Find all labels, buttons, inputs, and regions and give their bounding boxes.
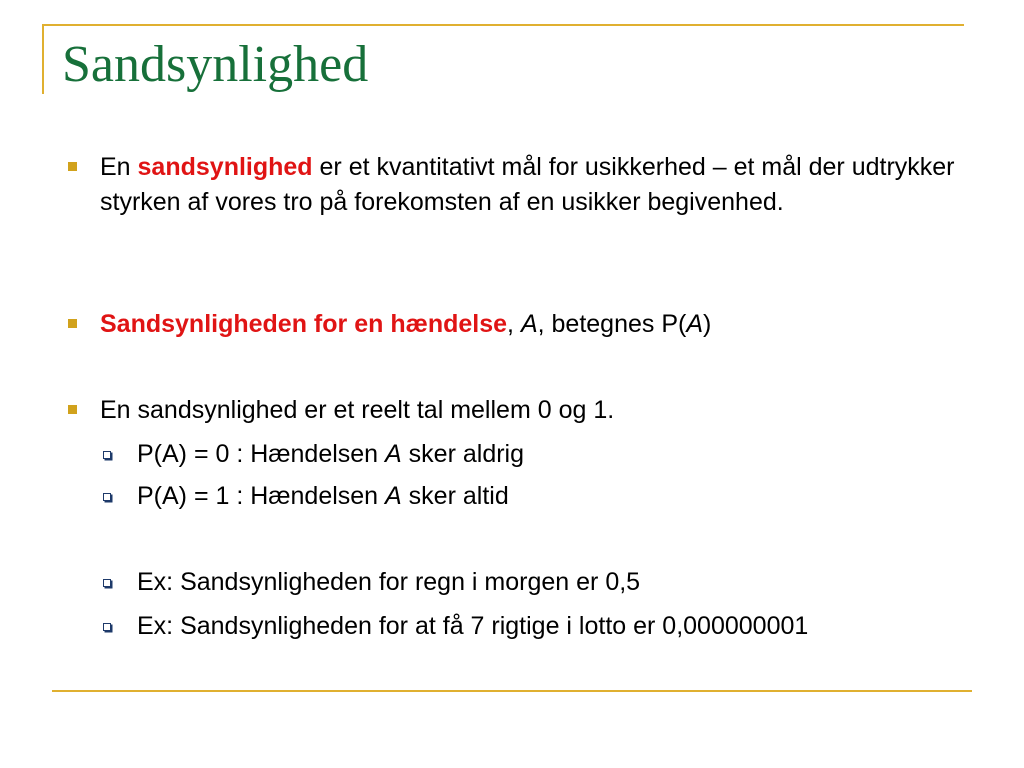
bullet-notation <box>100 307 960 342</box>
subbullet-never <box>137 437 977 472</box>
subbullet-example-lotto-text: Ex: Sandsynligheden for at få 7 rigtige i lotto er 0,000000001 <box>137 612 809 640</box>
bullet-range-text: En sandsynlighed er et reelt tal mellem 0 og 1. <box>100 396 615 424</box>
frame-bottom-line <box>52 690 972 692</box>
bullet-definition <box>100 150 960 220</box>
bullet-notation-close: ) <box>703 310 712 338</box>
bullet-notation-var2: A <box>686 310 704 338</box>
bullet-range <box>100 393 960 428</box>
bullet-definition-prefix: En <box>100 153 138 181</box>
bullet-notation-var: A <box>520 310 538 338</box>
hollow-square-bullet-icon <box>103 623 111 631</box>
hollow-square-bullet-icon <box>103 451 111 459</box>
bullet-definition-highlight: sandsynlighed <box>137 153 313 181</box>
subbullet-always-prefix: P(A) = 1 : Hændelsen <box>137 482 386 510</box>
hollow-square-bullet-icon <box>103 493 111 501</box>
square-bullet-icon <box>68 319 77 328</box>
subbullet-always-var: A <box>385 482 402 510</box>
bullet-notation-sep: , <box>507 310 521 338</box>
subbullet-example-rain <box>137 565 977 600</box>
subbullet-always-suffix: sker altid <box>401 482 509 510</box>
square-bullet-icon <box>68 405 77 414</box>
subbullet-never-prefix: P(A) = 0 : Hændelsen <box>137 440 386 468</box>
subbullet-example-rain-text: Ex: Sandsynligheden for regn i morgen er 0,5 <box>137 568 641 596</box>
subbullet-always <box>137 479 977 514</box>
slide-title: Sandsynlighed <box>62 36 369 93</box>
square-bullet-icon <box>68 162 77 171</box>
subbullet-never-suffix: sker aldrig <box>401 440 524 468</box>
bullet-notation-highlight: Sandsynligheden for en hændelse <box>100 310 508 338</box>
bullet-definition-rest: er et kvantitativt mål for usikkerhed – et mål der udtrykker styrken af vores tro på forekomsten af en usikker begivenhed. <box>100 153 955 216</box>
subbullet-example-lotto <box>137 609 977 644</box>
bullet-notation-mid: , betegnes P( <box>537 310 687 338</box>
hollow-square-bullet-icon <box>103 579 111 587</box>
subbullet-never-var: A <box>385 440 402 468</box>
